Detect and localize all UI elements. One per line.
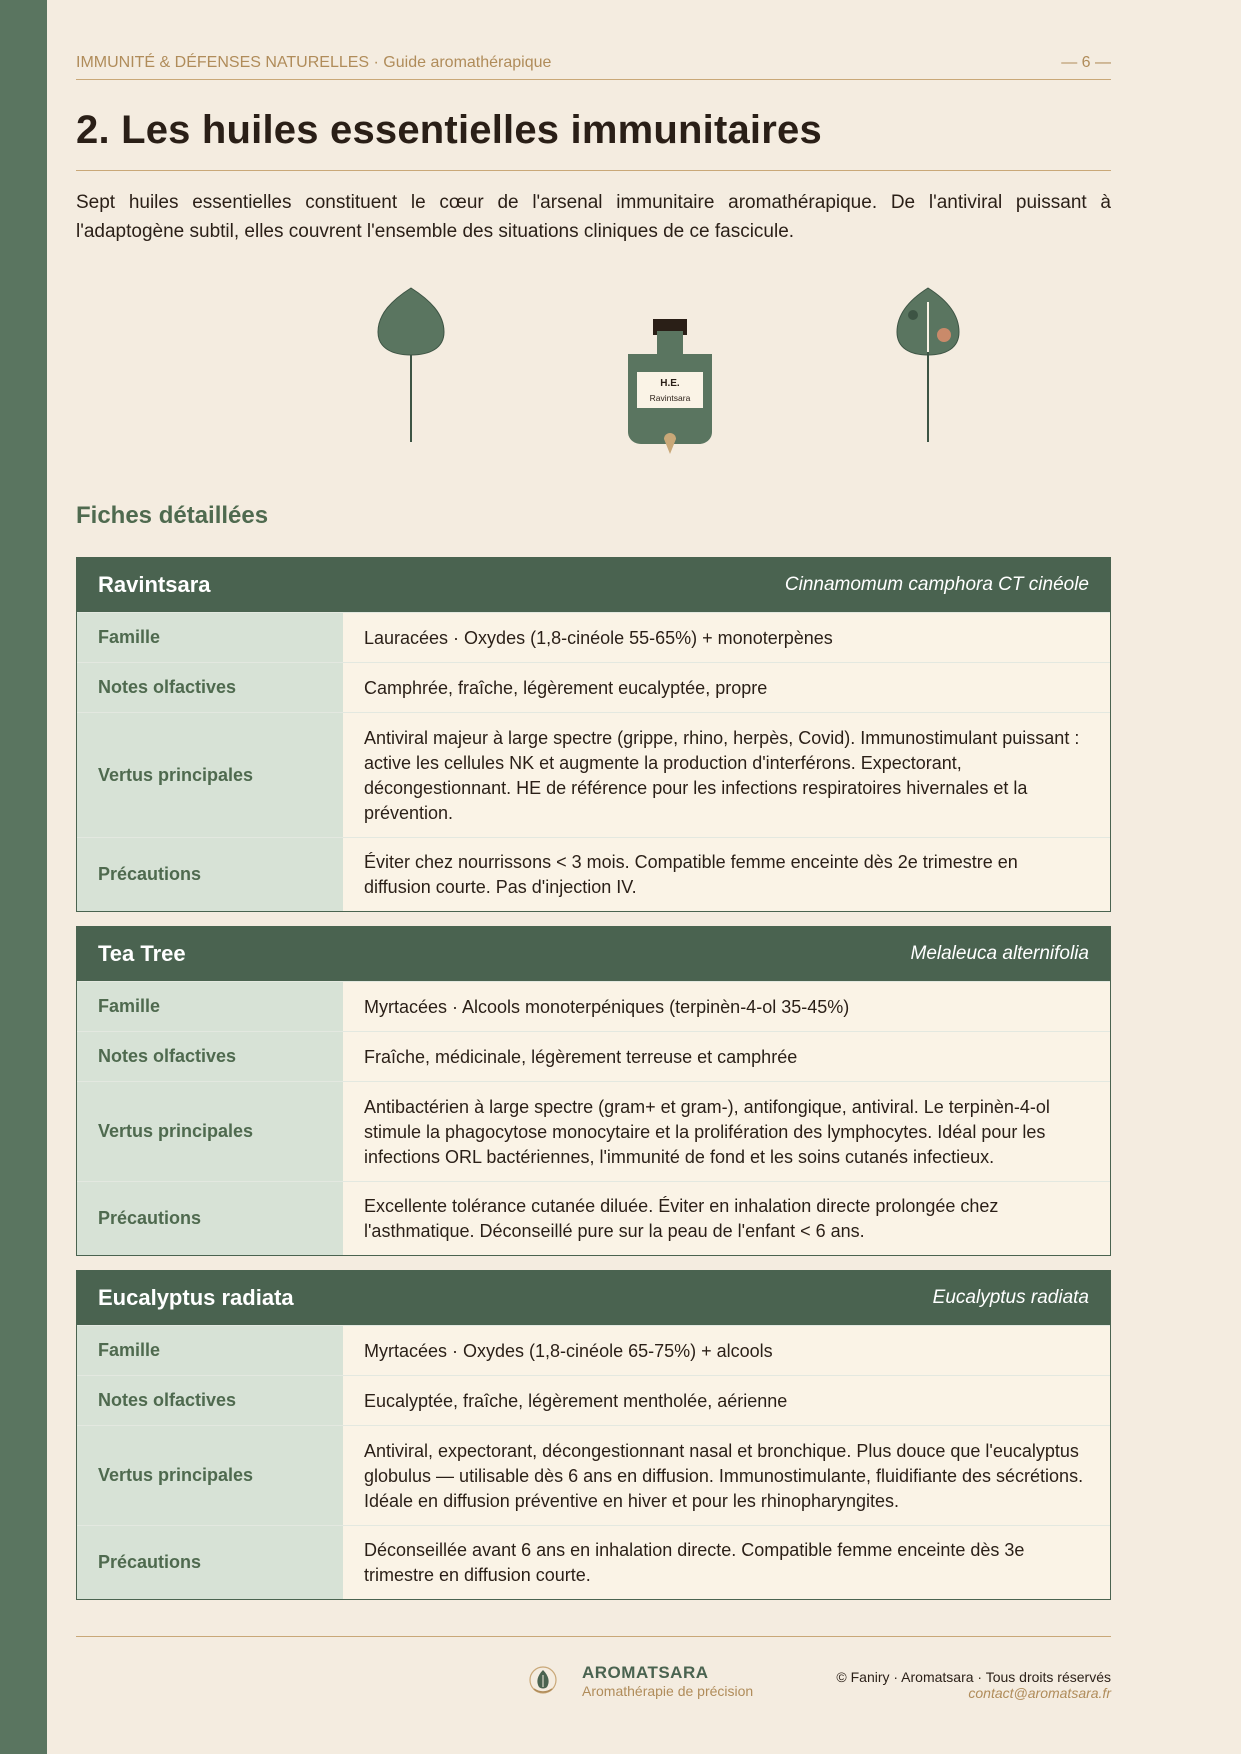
title-divider bbox=[76, 170, 1111, 171]
card-header bbox=[77, 558, 1110, 612]
card-row bbox=[77, 712, 1110, 837]
card-oil-name: Ravintsara bbox=[98, 572, 211, 597]
row-label: Famille bbox=[77, 613, 343, 662]
card-row bbox=[77, 981, 1110, 1031]
row-label: Notes olfactives bbox=[77, 1376, 343, 1425]
row-value: Fraîche, médicinale, légèrement terreuse et camphrée bbox=[364, 1046, 798, 1067]
row-value: Excellente tolérance cutanée diluée. Éviter en inhalation directe prolongée chez l'asthmatique. Déconseillé pure sur la peau de l'enfant < 6 ans. bbox=[364, 1196, 999, 1241]
row-value: Camphrée, fraîche, légèrement eucalyptée, propre bbox=[364, 677, 768, 698]
row-value: Antibactérien à large spectre (gram+ et gram-), antifongique, antiviral. Le terpinèn-4-ol stimule la phagocytose monocytaire et la prolifération des lymphocytes. Idéal pour les infections ORL bactériennes, l'immunité de fond et les soins cutanés infectieux. bbox=[364, 1096, 1050, 1167]
card-row bbox=[77, 1525, 1110, 1599]
row-label: Précautions bbox=[77, 1182, 343, 1255]
footer-info bbox=[836, 1669, 1111, 1701]
copyright-text: © Faniry · Aromatsara · Tous droits réservés bbox=[836, 1669, 1111, 1685]
row-label: Famille bbox=[77, 1326, 343, 1375]
card-latin-name: Melaleuca alternifolia bbox=[910, 943, 1089, 964]
row-label: Famille bbox=[77, 982, 343, 1031]
intro-paragraph: Sept huiles essentielles constituent le cœur de l'arsenal immunitaire aromathérapique. De l'antiviral puissant à l'adaptogène subtil, elles couvrent l'ensemble des situations cliniques de ce fascicule. bbox=[76, 192, 1111, 242]
row-value: Eucalyptée, fraîche, légèrement mentholée, aérienne bbox=[364, 1390, 788, 1411]
bottle-label-title: H.E. bbox=[660, 378, 680, 389]
card-row bbox=[77, 1081, 1110, 1181]
brand-tagline: Aromathérapie de précision bbox=[582, 1683, 754, 1699]
oil-card-eucalyptus-radiata bbox=[76, 1270, 1111, 1600]
oil-card-ravintsara bbox=[76, 557, 1111, 912]
running-header bbox=[76, 54, 1111, 80]
row-value: Déconseillée avant 6 ans en inhalation directe. Compatible femme enceinte dès 3e trimestre en diffusion courte. bbox=[364, 1540, 1025, 1585]
footer-brand bbox=[528, 1663, 753, 1699]
card-row bbox=[77, 1375, 1110, 1425]
row-label: Vertus principales bbox=[77, 1082, 343, 1181]
brand-logo-icon bbox=[528, 1665, 558, 1697]
footer-divider bbox=[76, 1636, 1111, 1637]
row-value: Myrtacées · Alcools monoterpéniques (terpinèn-4-ol 35-45%) bbox=[364, 996, 850, 1017]
row-label: Précautions bbox=[77, 1526, 343, 1599]
row-value: Antiviral majeur à large spectre (grippe, rhino, herpès, Covid). Immunostimulant puissant : active les cellules NK et augmente la production d'interférons. Expectorant, décongestionnant. HE de référence pour les infections respiratoires hivernales et la prévention. bbox=[364, 727, 1080, 823]
row-label: Notes olfactives bbox=[77, 1032, 343, 1081]
row-value: Lauracées · Oxydes (1,8-cinéole 55-65%) + monoterpènes bbox=[364, 627, 833, 648]
card-row bbox=[77, 1425, 1110, 1525]
side-bar bbox=[0, 0, 47, 1754]
row-value: Myrtacées · Oxydes (1,8-cinéole 65-75%) + alcools bbox=[364, 1340, 773, 1361]
illustration bbox=[296, 282, 1016, 462]
row-label: Vertus principales bbox=[77, 713, 343, 837]
card-row bbox=[77, 837, 1110, 911]
row-label: Précautions bbox=[77, 838, 343, 911]
card-row bbox=[77, 1181, 1110, 1255]
card-row bbox=[77, 1325, 1110, 1375]
brand-name: AROMATSARA bbox=[582, 1663, 709, 1682]
page-number: — 6 — bbox=[1061, 54, 1111, 71]
card-oil-name: Tea Tree bbox=[98, 941, 186, 966]
oil-card-tea-tree bbox=[76, 926, 1111, 1256]
row-label: Vertus principales bbox=[77, 1426, 343, 1525]
card-oil-name: Eucalyptus radiata bbox=[98, 1285, 294, 1310]
row-value: Antiviral, expectorant, décongestionnant nasal et bronchique. Plus douce que l'eucalyptus globulus — utilisable dès 6 ans en diffusion. Immunostimulante, fluidifiante des sécrétions. Idéale en diffusion préventive en hiver et pour les rhinopharyngites. bbox=[364, 1440, 1084, 1511]
row-label: Notes olfactives bbox=[77, 663, 343, 712]
card-row bbox=[77, 612, 1110, 662]
page-title: 2. Les huiles essentielles immunitaires bbox=[76, 108, 822, 152]
leaf-left-icon bbox=[378, 288, 444, 442]
leaf-right-icon bbox=[897, 288, 959, 442]
card-latin-name: Cinnamomum camphora CT cinéole bbox=[784, 574, 1089, 595]
contact-email[interactable]: contact@aromatsara.fr bbox=[968, 1685, 1111, 1701]
running-title: IMMUNITÉ & DÉFENSES NATURELLES · Guide aromathérapique bbox=[76, 54, 552, 71]
bottle-icon bbox=[628, 319, 712, 454]
card-header bbox=[77, 927, 1110, 981]
card-row bbox=[77, 1031, 1110, 1081]
section-heading: Fiches détaillées bbox=[76, 502, 269, 529]
bottle-label-name: Ravintsara bbox=[649, 393, 691, 403]
card-header bbox=[77, 1271, 1110, 1325]
card-latin-name: Eucalyptus radiata bbox=[932, 1287, 1089, 1308]
row-value: Éviter chez nourrissons < 3 mois. Compatible femme enceinte dès 2e trimestre en diffusion courte. Pas d'injection IV. bbox=[364, 852, 1018, 897]
card-row bbox=[77, 662, 1110, 712]
